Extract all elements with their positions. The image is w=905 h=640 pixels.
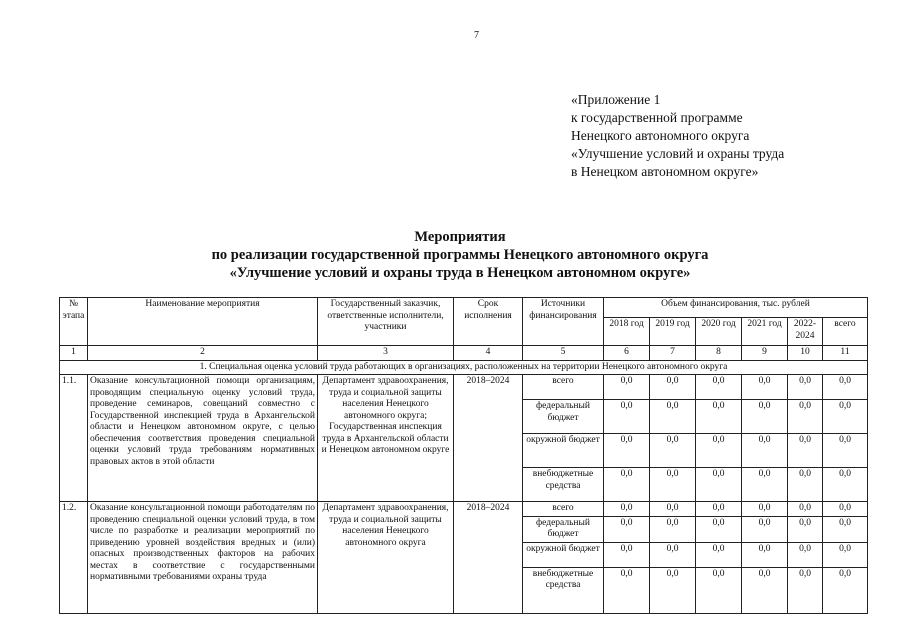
value-cell: 0,0 [696,542,742,567]
value-cell: 0,0 [604,468,650,502]
measures-table [59,297,868,614]
item-term: 2018–2024 [454,375,523,502]
item-name: Оказание консультационной помощи работодателям по проведению специальной оценки условий труда, в том числе по разработке и реализации мероприятий по приведению уровней воздействия вредных и (или) опасных производственных факторов на рабочих местах в соответствие с государственными нормативными требованиями охраны труда [88,502,318,614]
value-cell: 0,0 [742,400,788,434]
value-cell: 0,0 [604,434,650,468]
page-number: 7 [474,30,479,41]
header-num: № этапа [60,298,88,346]
value-cell: 0,0 [823,502,868,517]
value-cell: 0,0 [823,516,868,542]
source-cell: всего [523,375,604,400]
title-line-3: «Улучшение условий и охраны труда в Ненецком автономном округе» [229,265,691,281]
header-2021: 2021 год [742,318,788,346]
value-cell: 0,0 [604,542,650,567]
value-cell: 0,0 [823,434,868,468]
value-cell: 0,0 [788,434,823,468]
col-number: 11 [823,346,868,361]
value-cell: 0,0 [604,502,650,517]
value-cell: 0,0 [788,502,823,517]
appendix-line: в Ненецком автономном округе» [571,164,759,179]
value-cell: 0,0 [788,516,823,542]
value-cell: 0,0 [696,502,742,517]
section-row [60,360,868,375]
col-number: 1 [60,346,88,361]
value-cell: 0,0 [604,400,650,434]
value-cell: 0,0 [788,375,823,400]
value-cell: 0,0 [650,375,696,400]
header-name: Наименование мероприятия [88,298,318,346]
value-cell: 0,0 [823,375,868,400]
source-cell: внебюджетные средства [523,567,604,613]
value-cell: 0,0 [650,400,696,434]
col-number: 4 [454,346,523,361]
value-cell: 0,0 [742,434,788,468]
col-number: 6 [604,346,650,361]
source-cell: окружной бюджет [523,542,604,567]
source-cell: федеральный бюджет [523,516,604,542]
item-name: Оказание консультационной помощи организациям, проводящим специальную оценку условий труда, проведение семинаров, совещаний совместно с Государственной инспекцией труда в Архангельской области и Ненецком автономном округе, с целью обеспечения соответствия проведения специальной оценки условий труда требованиям нормативных правовых актов в этой области [88,375,318,502]
col-number: 3 [318,346,454,361]
value-cell: 0,0 [742,567,788,613]
item-term: 2018–2024 [454,502,523,614]
title-line-1: Мероприятия [414,229,506,245]
header-2018: 2018 год [604,318,650,346]
table-row [60,375,868,400]
value-cell: 0,0 [604,516,650,542]
source-cell: окружной бюджет [523,434,604,468]
col-number: 8 [696,346,742,361]
item-number: 1.2. [60,502,88,614]
value-cell: 0,0 [823,400,868,434]
value-cell: 0,0 [650,502,696,517]
value-cell: 0,0 [650,516,696,542]
appendix-line: «Приложение 1 [571,92,661,107]
col-number: 2 [88,346,318,361]
value-cell: 0,0 [696,400,742,434]
table-row [60,502,868,517]
appendix-line: к государственной программе [571,110,743,125]
value-cell: 0,0 [604,567,650,613]
column-number-row [60,346,868,361]
appendix-block [571,91,784,181]
value-cell: 0,0 [788,567,823,613]
value-cell: 0,0 [696,434,742,468]
header-total: всего [823,318,868,346]
customer-text: Департамент здравоохранения, труда и социальной защиты населения Ненецкого автономного округа; [322,376,449,421]
source-cell: федеральный бюджет [523,400,604,434]
title-line-2: по реализации государственной программы Ненецкого автономного округа [211,247,709,263]
appendix-line: Ненецкого автономного округа [571,128,750,143]
value-cell: 0,0 [696,375,742,400]
value-cell: 0,0 [823,542,868,567]
header-2020: 2020 год [696,318,742,346]
section-title: 1. Специальная оценка условий труда работающих в организациях, расположенных на территории Ненецкого автономного округа [60,360,868,375]
value-cell: 0,0 [823,567,868,613]
customer-text: Департамент здравоохранения, труда и социальной защиты населения Ненецкого автономного округа [322,503,449,548]
source-cell: всего [523,502,604,517]
col-number: 5 [523,346,604,361]
value-cell: 0,0 [742,468,788,502]
value-cell: 0,0 [650,468,696,502]
value-cell: 0,0 [742,375,788,400]
value-cell: 0,0 [696,516,742,542]
col-number: 7 [650,346,696,361]
item-number: 1.1. [60,375,88,502]
item-customer [318,375,454,502]
value-cell: 0,0 [788,542,823,567]
header-term: Срок исполнения [454,298,523,346]
header-sources: Источники финансирования [523,298,604,346]
header-customer: Государственный заказчик, ответственные исполнители, участники [318,298,454,346]
col-number: 9 [742,346,788,361]
source-cell: внебюджетные средства [523,468,604,502]
value-cell: 0,0 [650,567,696,613]
item-customer [318,502,454,614]
value-cell: 0,0 [742,542,788,567]
header-row [60,298,868,318]
value-cell: 0,0 [742,516,788,542]
value-cell: 0,0 [696,567,742,613]
value-cell: 0,0 [604,375,650,400]
appendix-line: «Улучшение условий и охраны труда [571,146,785,161]
col-number: 10 [788,346,823,361]
header-2022-2024: 2022-2024 [788,318,823,346]
value-cell: 0,0 [650,434,696,468]
header-2019: 2019 год [650,318,696,346]
header-volume: Объем финансирования, тыс. рублей [604,298,868,318]
value-cell: 0,0 [650,542,696,567]
value-cell: 0,0 [788,468,823,502]
customer-text: Государственная инспекция труда в Архангельской области и Ненецком автономном округе [321,422,450,455]
value-cell: 0,0 [788,400,823,434]
value-cell: 0,0 [742,502,788,517]
value-cell: 0,0 [696,468,742,502]
value-cell: 0,0 [823,468,868,502]
